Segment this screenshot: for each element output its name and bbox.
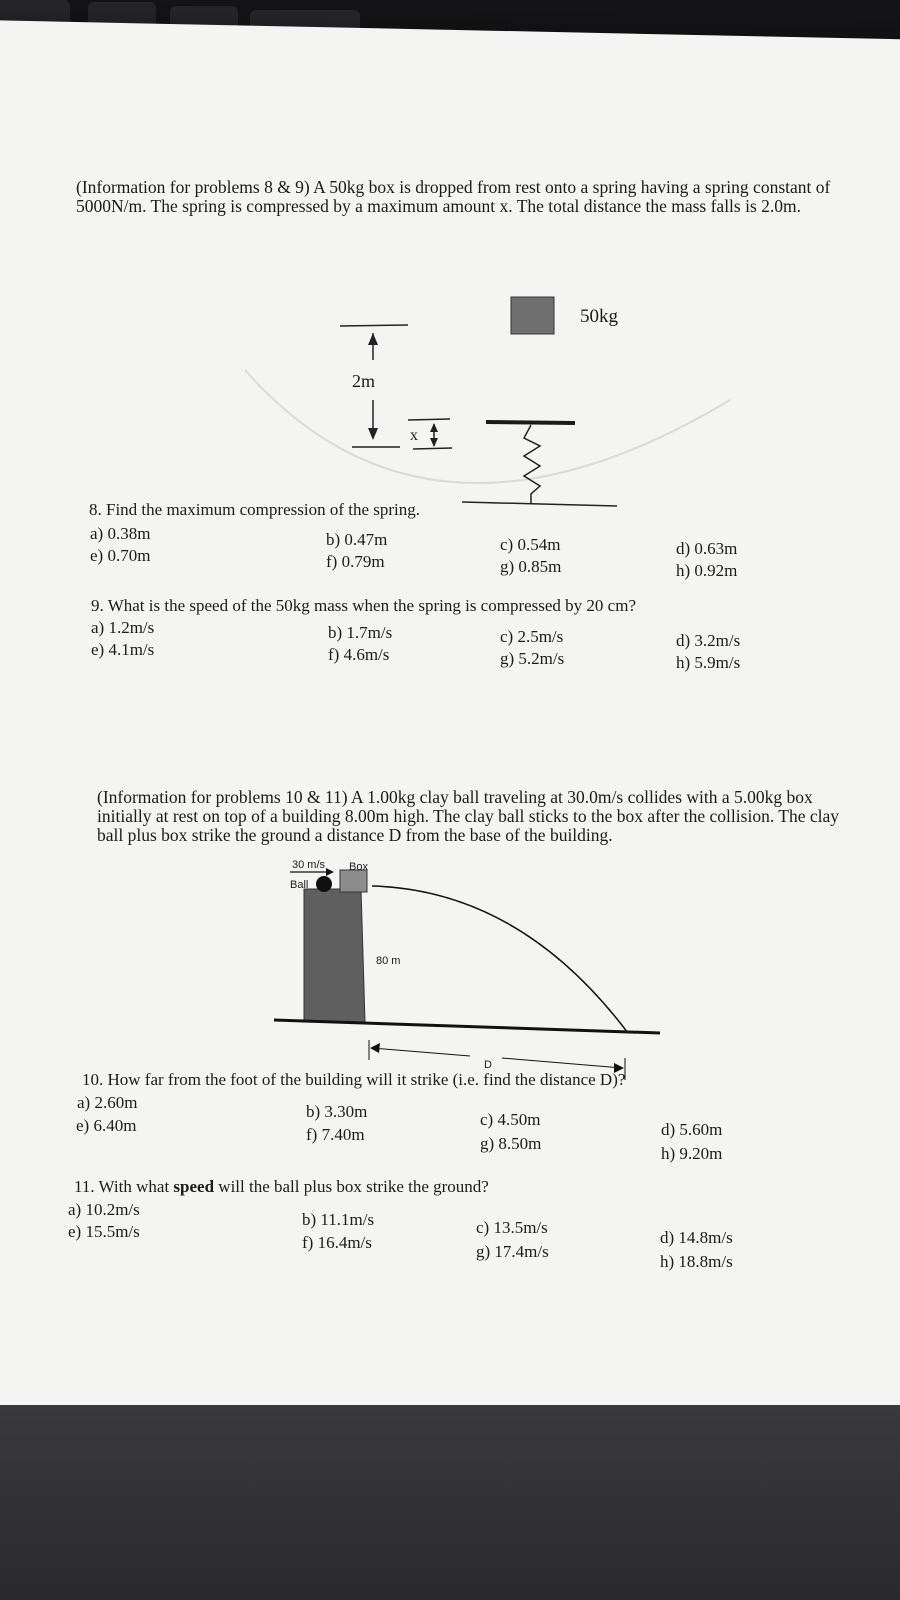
q11-choice-c: c) 13.5m/s <box>476 1218 548 1237</box>
question-9: 9. What is the speed of the 50kg mass when the spring is compressed by 20 cm? <box>91 596 636 615</box>
q8-choice-b: b) 0.47m <box>326 530 388 549</box>
desk-surface <box>0 1405 900 1600</box>
q8-choice-h: h) 0.92m <box>676 561 738 580</box>
q10-choice-e: e) 6.40m <box>76 1116 137 1135</box>
spring-coil <box>524 425 540 503</box>
height-label: 80 m <box>376 955 401 967</box>
q11-choice-a: a) 10.2m/s <box>68 1200 140 1219</box>
building <box>304 889 365 1022</box>
q8-choice-c: c) 0.54m <box>500 535 561 554</box>
question-11 <box>74 1177 489 1196</box>
x-bottom-line <box>413 448 452 449</box>
d-arrow-left-line <box>372 1048 470 1056</box>
q9-choice-b: b) 1.7m/s <box>328 623 393 642</box>
x-arrow-down-head <box>430 438 438 447</box>
q11-choice-e: e) 15.5m/s <box>68 1222 140 1241</box>
q8-choice-f: f) 0.79m <box>326 552 385 571</box>
arrow-down-head <box>368 428 378 440</box>
distance-2m-label: 2m <box>352 371 376 391</box>
q8-choice-g: g) 0.85m <box>500 557 562 576</box>
clay-ball <box>316 876 332 892</box>
ball-label: Ball <box>290 879 309 891</box>
q9-choice-f: f) 4.6m/s <box>328 645 390 664</box>
mass-box <box>511 297 554 334</box>
q11-choice-b: b) 11.1m/s <box>302 1210 375 1229</box>
q10-choice-a: a) 2.60m <box>77 1093 138 1112</box>
q9-choice-a: a) 1.2m/s <box>91 618 155 637</box>
bleed-arc <box>245 370 730 483</box>
box-label: Box <box>349 861 368 873</box>
ground-line <box>462 502 617 506</box>
d-arrow-left-head <box>370 1043 380 1053</box>
mass-label: 50kg <box>580 306 618 327</box>
q9-choice-g: g) 5.2m/s <box>500 649 565 668</box>
q11-choice-f: f) 16.4m/s <box>302 1233 372 1252</box>
q11-choice-h: h) 18.8m/s <box>660 1252 733 1271</box>
q8-choice-a: a) 0.38m <box>90 524 151 543</box>
q9-choice-h: h) 5.9m/s <box>676 653 741 672</box>
q8-choice-d: d) 0.63m <box>676 539 738 558</box>
q10-choice-c: c) 4.50m <box>480 1110 541 1129</box>
q10-choice-d: d) 5.60m <box>661 1120 723 1139</box>
q8-choice-e: e) 0.70m <box>90 546 151 565</box>
q11-choice-d: d) 14.8m/s <box>660 1228 733 1247</box>
info-problems-8-9: (Information for problems 8 & 9) A 50kg box is dropped from rest onto a spring having a spring constant of 5000N/m. The spring is compressed by a maximum amount x. The total distance the mass falls is 2.0m. <box>76 177 831 216</box>
q11-text-bold: speed <box>173 1177 215 1196</box>
velocity-arrow-head <box>326 868 334 876</box>
q11-text-pre: 11. With what <box>74 1177 174 1196</box>
ground-line-2 <box>274 1020 660 1033</box>
q11-text-post: will the ball plus box strike the ground? <box>214 1177 489 1196</box>
q9-choice-c: c) 2.5m/s <box>500 627 564 646</box>
compression-x-label: x <box>410 427 418 444</box>
speed-label: 30 m/s <box>292 859 326 871</box>
q10-choice-g: g) 8.50m <box>480 1134 542 1153</box>
q10-choice-h: h) 9.20m <box>661 1144 723 1163</box>
question-8: 8. Find the maximum compression of the spring. <box>89 500 420 519</box>
info-problems-10-11: (Information for problems 10 & 11) A 1.00kg clay ball traveling at 30.0m/s collides with a 5.00kg box initially at rest on top of a building 8.00m high. The clay ball sticks to the box after the collision. The clay ball plus box strike the ground a distance D from the base of the building. <box>97 787 839 845</box>
distance-d-label: D <box>484 1059 492 1071</box>
arrow-up-head <box>368 333 378 345</box>
d-arrow-right-line <box>502 1058 622 1068</box>
q9-choice-e: e) 4.1m/s <box>91 640 155 659</box>
trajectory-curve <box>372 886 628 1033</box>
q11-choice-g: g) 17.4m/s <box>476 1242 549 1261</box>
top-reference-line <box>340 325 408 326</box>
q10-choice-f: f) 7.40m <box>306 1125 365 1144</box>
question-10: 10. How far from the foot of the building will it strike (i.e. find the distance D)? <box>82 1070 626 1089</box>
spring-plate <box>486 422 575 423</box>
q10-choice-b: b) 3.30m <box>306 1102 368 1121</box>
x-arrow-up-head <box>430 423 438 432</box>
q9-choice-d: d) 3.2m/s <box>676 631 741 650</box>
x-top-line <box>408 419 450 420</box>
